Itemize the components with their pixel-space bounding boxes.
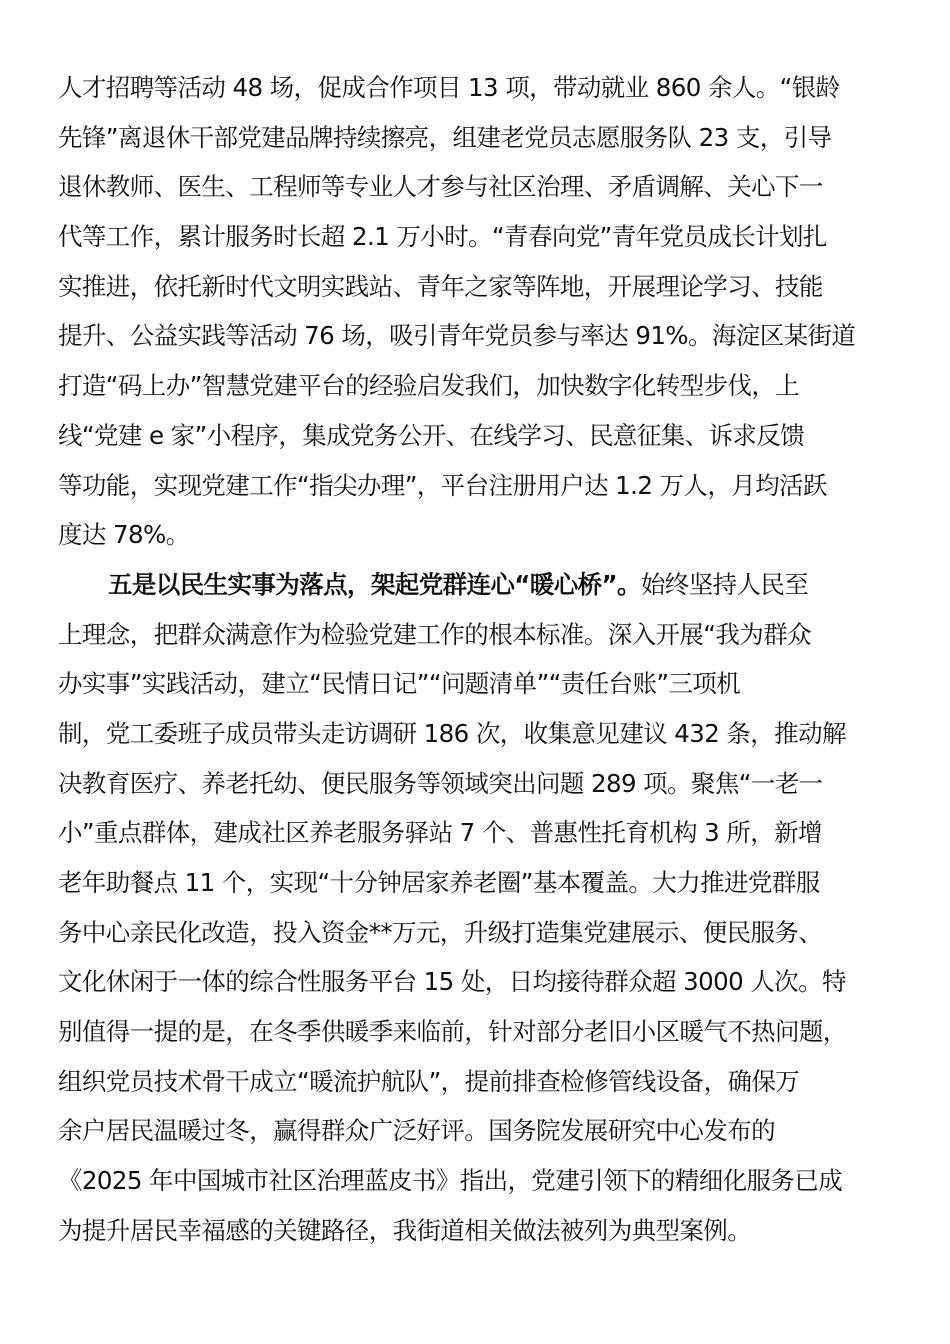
text-line: 老年助餐点 11 个，实现“十分钟居家养老圈”基本覆盖。大力推进党群服 <box>58 868 820 897</box>
text-line: 等功能，实现党建工作“指尖办理”，平台注册用户达 1.2 万人，月均活跃 <box>58 470 827 500</box>
text-line: 决教育医疗、养老托幼、便民服务等领域突出问题 289 项。聚焦“一老一 <box>58 768 823 798</box>
section-heading: 五是以民生实事为落点，架起党群连心“暖心桥”。 <box>108 569 641 599</box>
document-page <box>58 68 898 1261</box>
text-line: 度达 78%。 <box>58 520 190 550</box>
text-line: 代等工作，累计服务时长超 2.1 万小时。“青春向党”青年党员成长计划扎 <box>58 222 827 252</box>
text-line: 实推进，依托新时代文明实践站、青年之家等阵地，开展理论学习、技能 <box>58 271 823 301</box>
text-line: 小”重点群体，建成社区养老服务驿站 7 个、普惠性托育机构 3 所，新增 <box>58 818 822 848</box>
text-line: 打造“码上办”智慧党建平台的经验启发我们，加快数字化转型步伐，上 <box>58 371 800 401</box>
text-line: 制，党工委班子成员带头走访调研 186 次，收集意见建议 432 条，推动解 <box>58 718 846 748</box>
text-line: 上理念，把群众满意作为检验党建工作的根本标准。深入开展“我为群众 <box>58 619 811 649</box>
paragraph-section-five <box>58 565 898 1261</box>
text-line: 退休教师、医生、工程师等专业人才参与社区治理、矛盾调解、关心下一 <box>58 172 823 202</box>
paragraph-continued <box>58 68 898 565</box>
text-line: 文化休闲于一体的综合性服务平台 15 处，日均接待群众超 3000 人次。特 <box>58 967 846 997</box>
text-line: 提升、公益实践等活动 76 场，吸引青年党员参与率达 91%。海淀区某街道 <box>58 321 856 351</box>
text-line: 人才招聘等活动 48 场，促成合作项目 13 项，带动就业 860 余人。“银龄 <box>58 73 840 102</box>
text-line: 线“党建 e 家”小程序，集成党务公开、在线学习、民意征集、诉求反馈 <box>58 420 805 450</box>
text-line: 办实事”实践活动，建立“民情日记”“问题清单”“责任台账”三项机 <box>58 669 741 699</box>
text-line: 《2025 年中国城市社区治理蓝皮书》指出，党建引领下的精细化服务已成 <box>58 1166 843 1196</box>
text-line: 先锋”离退休干部党建品牌持续擦亮，组建老党员志愿服务队 23 支，引导 <box>58 122 832 152</box>
text-line: 别值得一提的是，在冬季供暖季来临前，针对部分老旧小区暖气不热问题， <box>58 1017 847 1047</box>
section-first-line <box>58 565 898 615</box>
text-line: 为提升居民幸福感的关键路径，我街道相关做法被列为典型案例。 <box>58 1215 752 1245</box>
text-line: 余户居民温暖过冬，赢得群众广泛好评。国务院发展研究中心发布的 <box>58 1116 775 1146</box>
text-line: 务中心亲民化改造，投入资金**万元，升级打造集党建展示、便民服务、 <box>58 917 823 947</box>
text-fragment: 始终坚持人民至 <box>640 569 809 599</box>
text-line: 组织党员技术骨干成立“暖流护航队”，提前排查检修管线设备，确保万 <box>58 1066 800 1096</box>
